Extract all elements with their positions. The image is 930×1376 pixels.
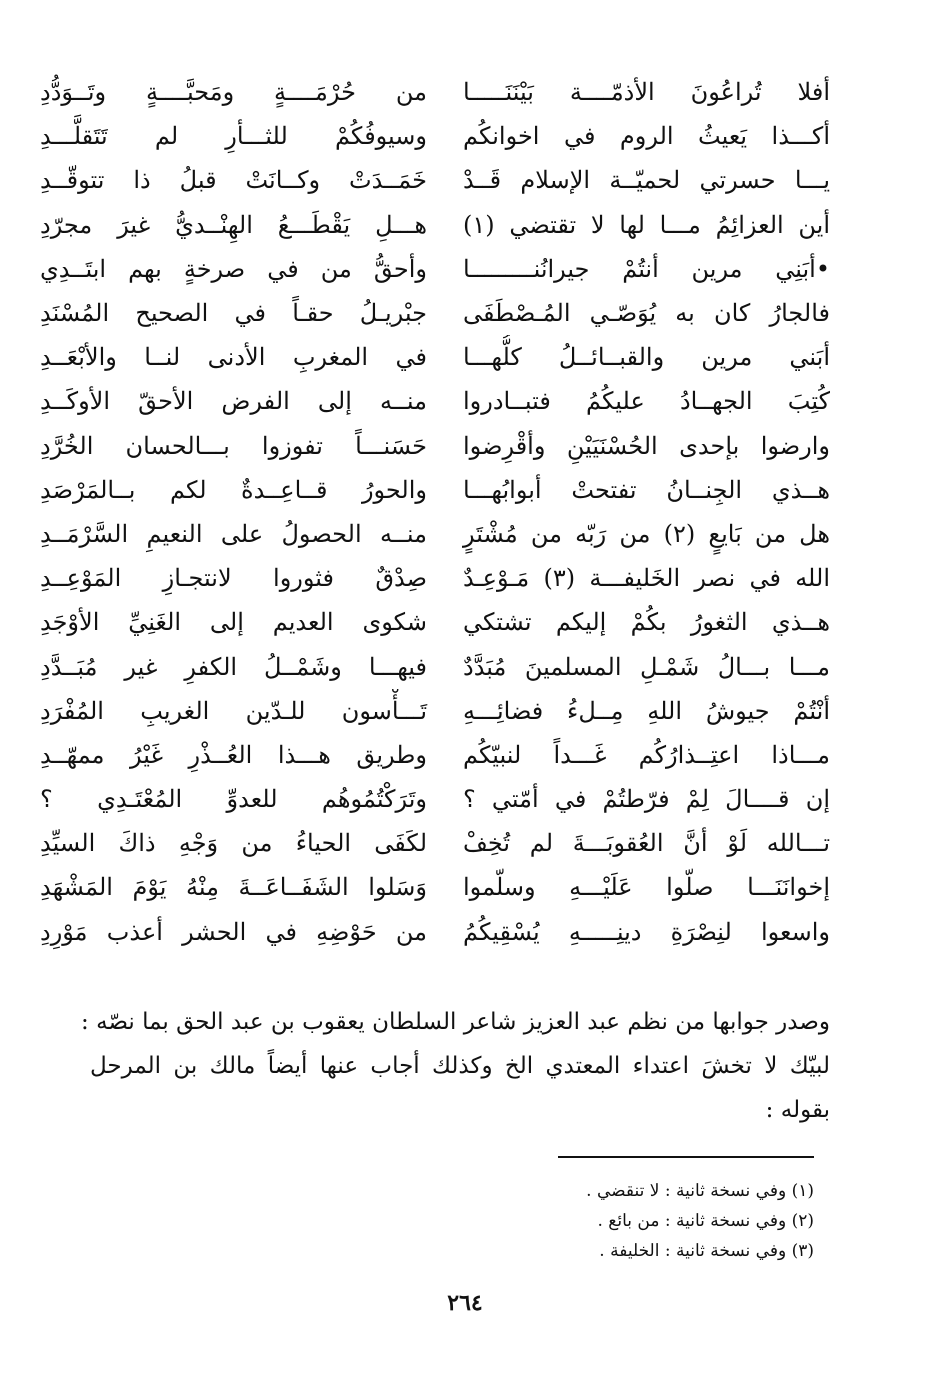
verse (40, 468, 830, 512)
prose-paragraph (81, 1000, 830, 1132)
verse-second-hemistich: والحورُ قــاعِــدةٌ لكم بــالمَرْصَدِ (40, 475, 427, 504)
verse (40, 733, 830, 777)
verse (40, 689, 830, 733)
verse (40, 114, 830, 158)
verse (40, 335, 830, 379)
verse-second-hemistich: لكَفَى الحياءُ من وَجْهِ ذاكَ السيِّدِ (40, 829, 427, 858)
verse-first-hemistich: هــذي الجِنــانُ تفتحتْ أبوابُهـــا (463, 475, 830, 504)
verse-second-hemistich: جبْريـلُ حقـاً في الصحيح المُسْنَدِ (40, 299, 427, 328)
footnote: (٢) وفي نسخة ثانية : من بائع . (597, 1211, 814, 1231)
verse-first-hemistich: تـــالله لَوْ أنَّ العُقوبَـــةَ لم تُخِفْ (463, 829, 830, 858)
verse-second-hemistich: خَمَــدَتْ وكــانَتْ قبلُ ذا تتوقّــدِ (40, 166, 427, 195)
verse-second-hemistich: هـــلِ يَقْطَـــعُ الهِنْــديُّ غيرَ مجرّدِ (40, 210, 427, 239)
verse-first-hemistich: فالجارُ كان به يُوَصّـي المُـصْطَفَى (463, 299, 830, 328)
verse-second-hemistich: فيهـــا وشَمْــلُ الكفرِ غير مُبَــدَّدِ (40, 652, 427, 681)
prose-line: لبيّك لا تخشَ اعتداء المعتدي الخ وكذلك أجاب عنها أيضاً مالك بن المرحل (90, 1053, 830, 1079)
verse-first-hemistich: مـــاذا اعتِــذارُكُم غَـــداً لنبيّكُم (463, 740, 830, 769)
verse-second-hemistich: وَسَلوا الشَفَــاعَــةَ مِنْهُ يَوْمَ المَشْهَدِ (40, 873, 427, 902)
footnotes (414, 1176, 814, 1266)
page-number: ٢٦٤ (447, 1290, 483, 1316)
verse (40, 203, 830, 247)
verse-first-hemistich: كُتِبَ الجهــادُ عليكُمُ فتبــادروا (463, 387, 830, 416)
verse-second-hemistich: وتَرَكْتُمُوهُم للعدوِّ المُعْتَـدِي ؟ (40, 785, 427, 814)
verse-first-hemistich: مـــا بـــالُ شَمْـلِ المسلمينَ مُبَدَّدٌ (463, 652, 830, 681)
verse-first-hemistich: إن قــــالَ لِمْ فرّطتُمْ في أمّتي ؟ (463, 785, 830, 814)
verse-first-hemistich: واسعوا لنِصْرَةِ دينِـــــهِ يُسْقِيكُمُ (463, 917, 830, 946)
prose-line: بقوله : (765, 1097, 830, 1123)
verse-second-hemistich: وأحقُّ من في صرخةٍ بهم ابتَــدِي (40, 254, 427, 283)
verse-second-hemistich: منــه إلى الفرض الأحقّ الأوكَــدِ (40, 387, 427, 416)
verse-second-hemistich: تَـــأْسون للـدّين الغريبِ المُفْرَدِ (40, 696, 427, 725)
verse (40, 379, 830, 423)
verse-first-hemistich: الله في نصر الخَليفـــة (٣) مَـوْعِـدٌ (463, 564, 830, 593)
verse-first-hemistich: •أبَنِي مرين أنتُمْ جيرانُنـــــــــا (463, 254, 830, 283)
verse-first-hemistich: أبَني مرين والقبــائــلُ كلُّهـــا (463, 343, 830, 372)
verse-second-hemistich: حَسَنـــاً تفوزوا بـــالحسان الخُرَّدِ (40, 431, 427, 460)
verse (40, 247, 830, 291)
verse-first-hemistich: أفلا تُراعُونَ الأذمّــــة بَيْنَنَـــــا (463, 78, 830, 107)
prose-line: وصدر جوابها من نظم عبد العزيز شاعر السلطان يعقوب بن عبد الحق بما نصّه : (81, 1009, 830, 1035)
verse-first-hemistich: أكـــذا يَعيثُ الروم في اخوانكُم (463, 122, 830, 151)
verse-second-hemistich: وطريق هـــذا العُــذْرِ غَيْرُ ممهّــدِ (40, 740, 427, 769)
verse (40, 291, 830, 335)
verse (40, 70, 830, 114)
footnote: (١) وفي نسخة ثانية : لا تنقضي . (586, 1181, 814, 1201)
verse-first-hemistich: هــذي الثغورُ بكُمْ إليكم تشتكي (463, 608, 830, 637)
verse (40, 556, 830, 600)
verse-first-hemistich: أنْتُمْ جيوشُ اللهِ مِــلءُ فضائِـــهِ (463, 696, 830, 725)
verse (40, 600, 830, 644)
verse (40, 821, 830, 865)
verse-second-hemistich: من حُرْمَــــةٍ ومَحبَّــــةٍ وتَــوَدُّدِ (40, 78, 427, 107)
verse-first-hemistich: يـــا حسرتي لحميّــة الإسلام قَــدْ (463, 166, 830, 195)
verse (40, 644, 830, 688)
verse-second-hemistich: شكوى العديم إلى الغَنِيِّ الأوْجَدِ (40, 608, 427, 637)
verse (40, 777, 830, 821)
verse (40, 424, 830, 468)
verse-first-hemistich: أين العزائِمُ مـــا لها لا تقتضي (١) (463, 210, 830, 239)
verse-first-hemistich: هل من بَايعٍ (٢) من رَبّه من مُشْتَرٍ (463, 519, 830, 548)
footnote: (٣) وفي نسخة ثانية : الخليفة . (599, 1241, 814, 1261)
verse-second-hemistich: في المغربِ الأدنى لنــا والأبْعَــدِ (40, 343, 427, 372)
verse-second-hemistich: وسيوفُكُمْ للثـــأرِ لم تَتَقلَّـــدِ (40, 122, 427, 151)
verse (40, 910, 830, 954)
verse-first-hemistich: وارضوا بإحدى الحُسْنَيَيْنِ وأقْرِضوا (463, 431, 830, 460)
verse-first-hemistich: إخوانَنَـــا صلّوا عَلَيْـــهِ وسلّموا (463, 873, 830, 902)
verse-second-hemistich: منــه الحصولُ على النعيمِ السَّرْمَــدِ (40, 519, 427, 548)
poem (40, 70, 830, 954)
verse (40, 865, 830, 909)
verse-second-hemistich: صِدْقٌ فثوروا لانتجـازِ المَوْعِــدِ (40, 564, 427, 593)
verse (40, 512, 830, 556)
verse-second-hemistich: من حَوْضِهِ في الحشر أعذب مَوْرِدِ (40, 917, 427, 946)
verse (40, 158, 830, 202)
footnote-separator (558, 1156, 814, 1158)
